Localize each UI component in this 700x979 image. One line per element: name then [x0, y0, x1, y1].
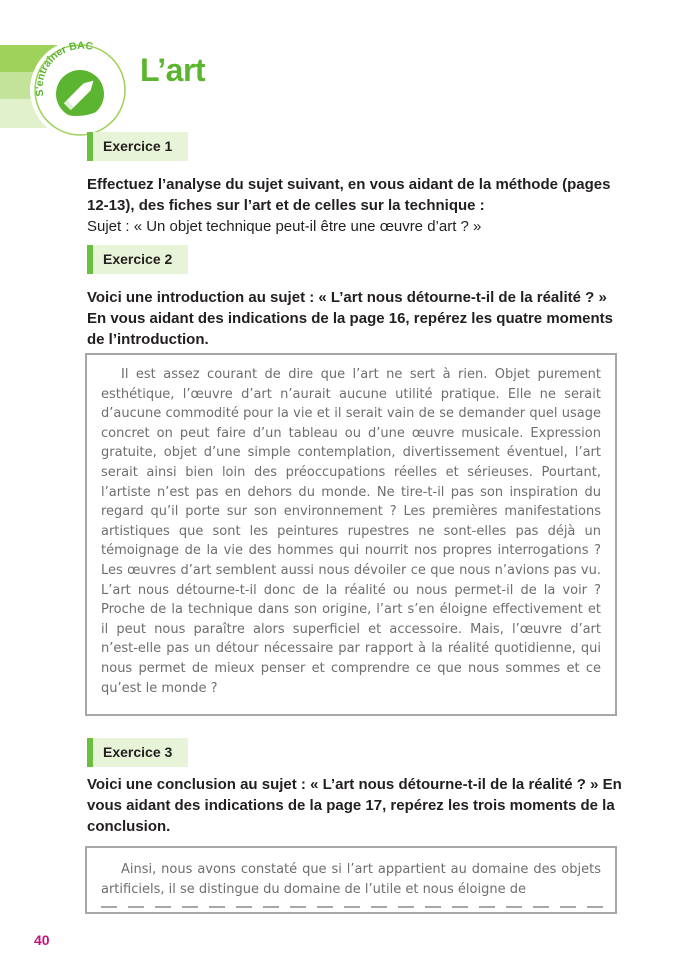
- badge-text: [28, 38, 132, 142]
- introduction-text: Il est assez courant de dire que l’art ne sert à rien. Objet purement esthétique, l’œuvre d’art n’aurait aucune utilité pratique. Elle ne serait d’aucune commodité pour la vie et il serait vain de se demander quel usage concret on peut faire d’un tableau ou d’une œuvre musicale. Expression gratuite, objet d’une simple contemplation, divertissement éventuel, l’art serait ainsi bien loin des préoccupations réelles et sérieuses. Pourtant, l’artiste n’est pas en dehors du monde. Ne tire-t-il pas son inspiration du regard qu’il porte sur son environnement ? Les premières manifestations artistiques que sont les peintures rupestres ne sont-elles pas déjà un témoignage de la vie des hommes qui nourrit nos propres interrogations ? Les œuvres d’art semblent aussi nous dévoiler ce que nous n’avions pas vu. L’art nous détourne-t-il donc de la réalité ou nous permet-il de la voir ? Proche de la technique dans son origine, l’art s’en éloigne effectivement et il peut nous paraître alors superficiel et accessoire. Mais, l’œuvre d’art n’est-elle pas un détour nécessaire par rapport à la réalité quotidienne, qui nous permet de mieux penser et comprendre ce que nous sommes et ce qu’est le monde ?: [101, 367, 601, 696]
- exercise-1-label: Exercice 1: [87, 132, 188, 161]
- exercise-2-label: Exercice 2: [87, 245, 188, 274]
- exercise-3-instructions: [87, 774, 627, 837]
- exercise-2-question: Voici une introduction au sujet : « L’art nous détourne-t-il de la réalité ? » En vous aidant des indications de la page 16, repérez les quatre moments de l’introduction.: [87, 289, 613, 348]
- exercise-3-question: Voici une conclusion au sujet : « L’art nous détourne-t-il de la réalité ? » En vous aidant des indications de la page 17, repérez les trois moments de la conclusion.: [87, 776, 622, 835]
- conclusion-text: Ainsi, nous avons constaté que si l’art appartient au domaine des objets artificiels, il se distingue du domaine de l’utile et nous éloigne de: [101, 862, 601, 897]
- exercise-1-instructions: [87, 174, 627, 237]
- page-title: L’art: [140, 52, 206, 88]
- continuation-dash-line: [101, 906, 605, 908]
- exercise-3-label: Exercice 3: [87, 738, 188, 767]
- exercise-1-question: Effectuez l’analyse du sujet suivant, en vous aidant de la méthode (pages 12-13), des fiches sur l’art et de celles sur la technique :: [87, 176, 611, 214]
- introduction-text-box: [85, 353, 617, 716]
- exercise-1-subject: Sujet : « Un objet technique peut-il être une œuvre d’art ? »: [87, 218, 482, 235]
- page-number: 40: [34, 932, 50, 948]
- badge-label: S'entraîner BAC: [33, 39, 94, 98]
- exercise-2-instructions: [87, 287, 627, 350]
- entrainer-bac-badge: [28, 38, 132, 142]
- svg-text:S'entraîner BAC: [34, 40, 95, 98]
- conclusion-text-box: [85, 846, 617, 914]
